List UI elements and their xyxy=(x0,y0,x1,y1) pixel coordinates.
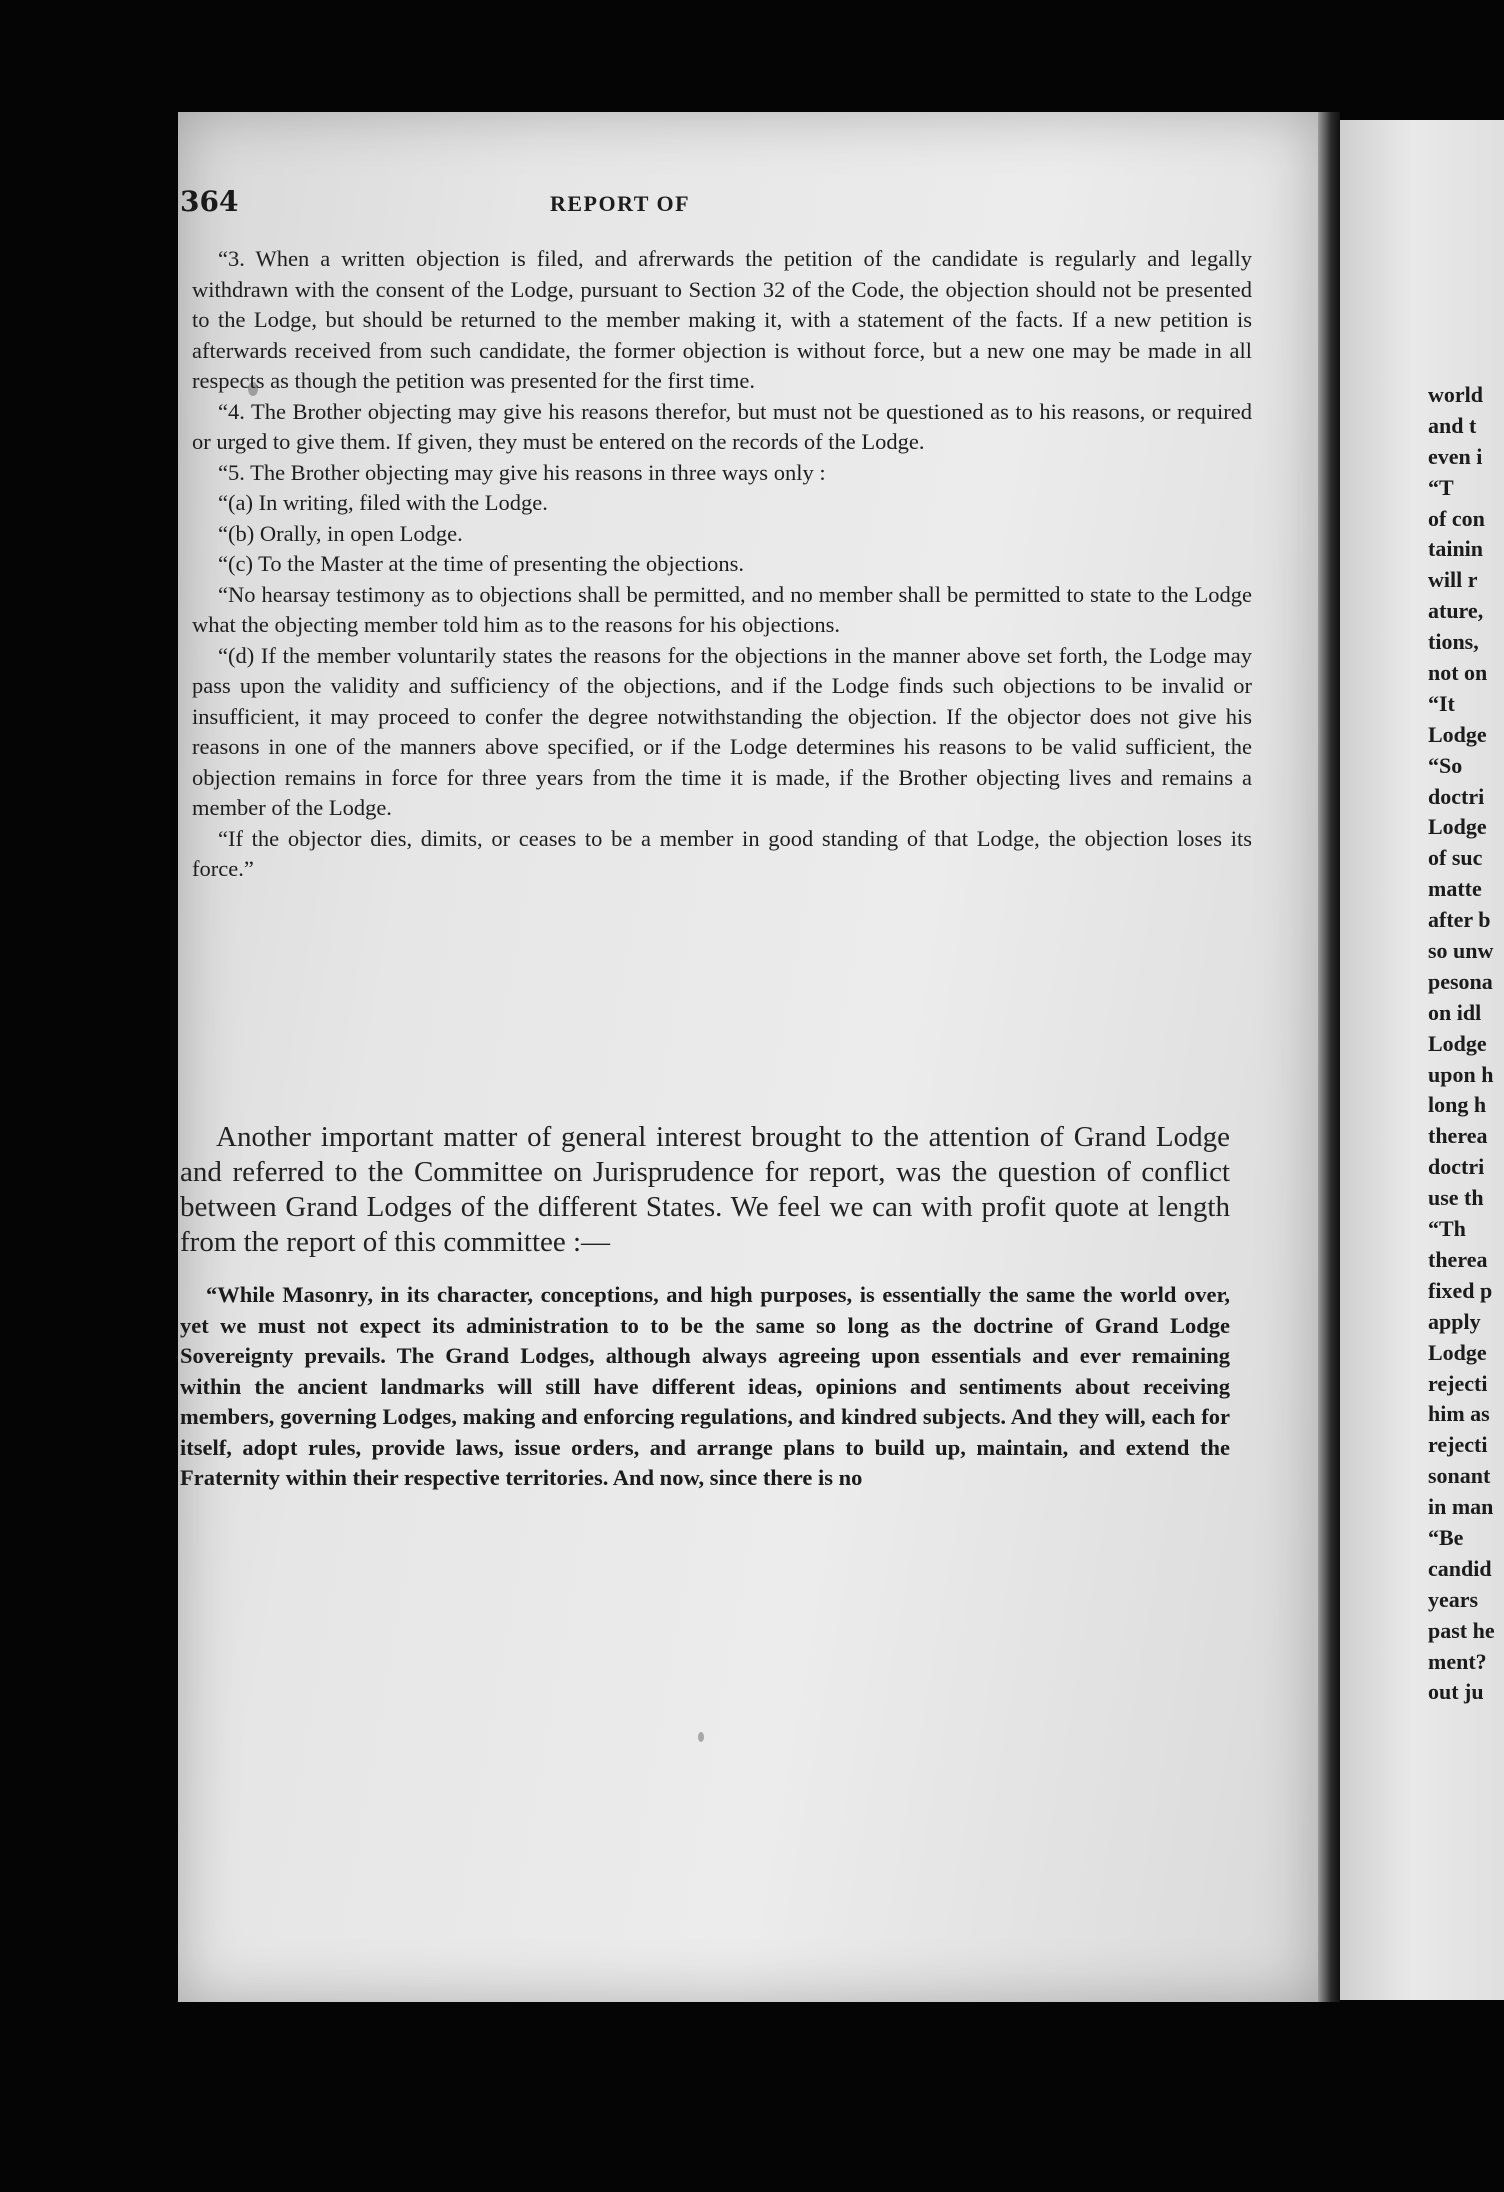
next-page-line: Lodge xyxy=(1428,1339,1487,1365)
next-page-text-fragments xyxy=(1428,380,1504,1708)
next-page-line: on idl xyxy=(1428,999,1482,1025)
next-page-line: therea xyxy=(1428,1123,1488,1149)
next-page-line: doctri xyxy=(1428,783,1485,809)
next-page-line: “T xyxy=(1428,474,1454,500)
next-page-line: fixed p xyxy=(1428,1277,1493,1303)
next-page-line: tions, xyxy=(1428,629,1479,655)
next-page-line: Lodge xyxy=(1428,814,1487,840)
next-page-line: of suc xyxy=(1428,845,1483,871)
book-gutter xyxy=(1318,112,1340,2002)
page-number: 364 xyxy=(180,185,239,218)
quote-paragraph: “No hearsay testimony as to objections shall be permitted, and no member shall be permitted to state to the Lodge what the objecting member told him as to the reasons for his objections. xyxy=(192,581,1252,637)
body-paragraph: Another important matter of general interest brought to the attention of Grand Lodge and referred to the Committee on Jurisprudence for report, was the question of conflict between Grand Lodges of the different States. We feel we can with profit quote at length from the report of this committee :— xyxy=(180,1121,1230,1258)
committee-report-quote: “While Masonry, in its character, conceptions, and high purposes, is essentially the same the world over, yet we must not expect its administration to to be the same so long as the doctrine of Grand Lodge Sovereignty prevails. The Grand Lodges, although always agreeing upon essentials and ever remaining within the ancient landmarks will still have different ideas, opinions and sentiments about receiving members, governing Lodges, making and enforcing regulations, and kindred subjects. And they will, each for itself, adopt rules, provide laws, issue orders, and arrange plans to build up, maintain, and extend the Fraternity within their respective territories. And now, since there is no xyxy=(180,1282,1230,1490)
next-page-line: past he xyxy=(1428,1617,1495,1643)
next-page-line: even i xyxy=(1428,443,1483,469)
next-page-line: years xyxy=(1428,1586,1479,1612)
next-page-line: “Be xyxy=(1428,1524,1464,1550)
next-page-line: in man xyxy=(1428,1494,1494,1520)
next-page-line: ature, xyxy=(1428,598,1484,624)
next-page-line: doctri xyxy=(1428,1154,1485,1180)
next-page-line: will r xyxy=(1428,567,1478,593)
next-page-line: “Th xyxy=(1428,1216,1466,1242)
next-page-line: sonant xyxy=(1428,1463,1491,1489)
quote-list-item: “(a) In writing, filed with the Lodge. xyxy=(218,490,548,515)
next-page-line: upon h xyxy=(1428,1061,1494,1087)
next-page-line: after b xyxy=(1428,907,1491,933)
next-page-line: rejecti xyxy=(1428,1432,1488,1458)
next-page-line: matte xyxy=(1428,876,1482,902)
next-page-line: use th xyxy=(1428,1185,1484,1211)
next-page-line: ment? xyxy=(1428,1648,1487,1674)
quote-list-item: “(b) Orally, in open Lodge. xyxy=(218,520,463,546)
next-page-line: not on xyxy=(1428,660,1488,686)
page-header xyxy=(180,185,940,225)
quoted-code-sections xyxy=(192,244,1252,885)
quote-paragraph: “If the objector dies, dimits, or ceases to be a member in good standing of that Lodge, the objection loses its force.” xyxy=(192,825,1252,881)
next-page-line: long h xyxy=(1428,1092,1487,1118)
next-page-line: candid xyxy=(1428,1555,1492,1581)
next-page-line: Lodge xyxy=(1428,721,1487,747)
next-page-line: therea xyxy=(1428,1246,1488,1272)
next-page-line: tainin xyxy=(1428,536,1484,562)
next-page-line: “So xyxy=(1428,752,1463,778)
quote-list-item: “(c) To the Master at the time of presenting the objections. xyxy=(218,551,744,576)
quote-paragraph: “5. The Brother objecting may give his reasons in three ways only : xyxy=(218,459,826,485)
next-page-line: pesona xyxy=(1428,968,1493,994)
next-page-line: of con xyxy=(1428,505,1485,531)
next-page-line: him as xyxy=(1428,1401,1490,1427)
next-page-line: rejecti xyxy=(1428,1370,1488,1396)
page-blemish xyxy=(698,1732,704,1742)
next-page-line: so unw xyxy=(1428,938,1494,964)
next-page-line: world xyxy=(1428,382,1483,407)
quote-paragraph: “(d) If the member voluntarily states the reasons for the objections in the manner above set forth, the Lodge may pass upon the validity and sufficiency of the objections, and if the Lodge finds such objections to be invalid or insufficient, it may proceed to confer the degree notwithstanding the objection. If the objector does not give his reasons in one of the manners above specified, or if the Lodge determines his reasons to be valid sufficient, the objection remains in force for three years from the time it is made, if the Brother objecting lives and remains a member of the Lodge. xyxy=(192,642,1252,820)
running-head: REPORT OF xyxy=(550,191,691,216)
next-page-line: out ju xyxy=(1428,1679,1484,1705)
next-page-line: “It xyxy=(1428,690,1455,716)
next-page-line: apply xyxy=(1428,1308,1481,1334)
quote-paragraph: “3. When a written objection is filed, and afrerwards the petition of the candidate is regularly and legally withdrawn with the consent of the Lodge, pursuant to Section 32 of the Code, the objection should not be presented to the Lodge, but should be returned to the member making it, with a statement of the facts. If a new petition is afterwards received from such candidate, the former objection is without force, but a new one may be made in all respects as though the petition was presented for the first time. xyxy=(192,246,1252,393)
next-page-line: Lodge xyxy=(1428,1030,1487,1056)
quote-paragraph: “4. The Brother objecting may give his reasons therefor, but must not be questioned as to his reasons, or required or urged to give them. If given, they must be entered on the records of the Lodge. xyxy=(192,398,1252,454)
next-page-line: and t xyxy=(1428,412,1477,438)
